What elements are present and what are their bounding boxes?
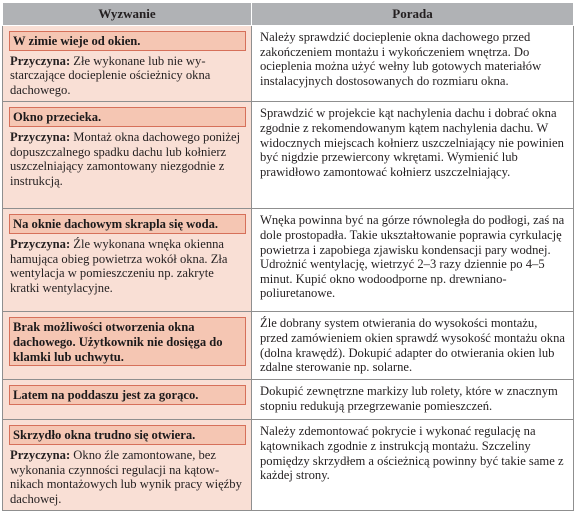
challenge-cell [3, 26, 252, 102]
challenge-title: Skrzydło okna trudno się otwiera. [9, 425, 246, 445]
advice-cell [252, 209, 574, 312]
cause-text [10, 54, 246, 98]
advice-text: Źle dobrany system otwierania do wysokości montażu, przed zamówieniem okien sprawdź wysokość montażu okna (dolna krawędź). Dokupić adapter do otwierania okien lub zdalne sterowanie np. solarne. [260, 316, 565, 375]
table-body [3, 26, 574, 511]
table-row [3, 209, 574, 312]
advice-text: Należy sprawdzić docieplenie okna dachowego przed zakończeniem montażu i wykończeniem wnętrza. Do ocieplenia można użyć wełny lub gotowych materiałów instalacyjnych dostosowanych do rozmiaru okna. [260, 30, 542, 88]
advice-text: Należy zdemontować pokrycie i wykonać regulację na kątownikach zgodnie z instrukcją montażu. Szczeliny pomiędzy skrzydłem a ościeżnicą powinny być takie same z każdej strony. [260, 424, 564, 483]
challenge-title: Brak możliwości otworzenia okna dachowego. Użytkownik nie dosięga do klamki lub uchwytu. [9, 317, 246, 366]
header-advice: Porada [252, 3, 574, 26]
challenge-title: Latem na poddaszu jest za gorąco. [9, 385, 246, 405]
cause-label: Przyczyna: [10, 447, 71, 462]
table-row [3, 102, 574, 209]
advice-cell [252, 312, 574, 380]
advice-cell [252, 26, 574, 102]
challenge-cell [3, 312, 252, 380]
advice-text: Dokupić zewnętrzne markizy lub rolety, które w znacznym stopniu redukują przegrzewanie pomieszczeń. [260, 384, 558, 413]
challenge-cell [3, 420, 252, 511]
table-row [3, 312, 574, 380]
advice-cell [252, 420, 574, 511]
table-row [3, 380, 574, 420]
table-row [3, 420, 574, 511]
cause-body: Okno źle zamontowane, bez wykonania czynności regulacji na kątownikach montażowych lub wynik pracy więźby dachowej. [10, 447, 242, 506]
cause-text [10, 237, 246, 295]
challenge-cell [3, 380, 252, 420]
advice-text: Sprawdzić w projekcie kąt nachylenia dachu i dobrać okna zgodnie z rekomendowanym kątem nachylenia dachu. W widocznych miejscach kołnierz uszczelniający nie powinien być nigdzie przewiercony wkrętami. Wymienić lub prawidłowo zamontować kołnierz uszczelniający. [260, 106, 564, 179]
troubleshooting-table [2, 2, 574, 511]
challenge-cell [3, 209, 252, 312]
table-row [3, 26, 574, 102]
advice-text: Wnęka powinna być na górze równoległa do podłogi, zaś na dole prostopadła. Takie ukształtowanie poprawia cyrkulację powietrza i zapobiega zjawisku kondensacji pary wodnej. Udrożnić wentylację, wietrzyć 2–3 razy dziennie po 4–5 minut. Kupić okno wodoodporne np. drewniano-poliuretanowe. [260, 213, 565, 301]
cause-label: Przyczyna: [10, 129, 71, 144]
challenge-cell [3, 102, 252, 209]
advice-cell [252, 102, 574, 209]
cause-body: Złe wykonane lub nie wystarczające docieplenie ościeżnicy okna dachowego. [10, 53, 211, 97]
challenge-title: W zimie wieje od okien. [9, 31, 246, 51]
cause-body: Źle wykonana wnęka okienna hamująca obieg powietrza wokół okna. Zła wentylacja w pomieszczeniu np. zakryte kratki wentylacyjne. [10, 236, 228, 295]
challenge-title: Okno przecieka. [9, 107, 246, 127]
challenge-title: Na oknie dachowym skrapla się woda. [9, 214, 246, 234]
header-challenge: Wyzwanie [3, 3, 252, 26]
header-row [3, 3, 574, 26]
advice-cell [252, 380, 574, 420]
cause-label: Przyczyna: [10, 53, 71, 68]
cause-text [10, 448, 246, 506]
cause-text [10, 130, 246, 188]
cause-body: Montaż okna dachowego poniżej dopuszczalnego spadku dachu lub kołnierz uszczelniający zamontowany niezgodnie z instrukcją. [10, 129, 241, 188]
cause-label: Przyczyna: [10, 236, 71, 251]
